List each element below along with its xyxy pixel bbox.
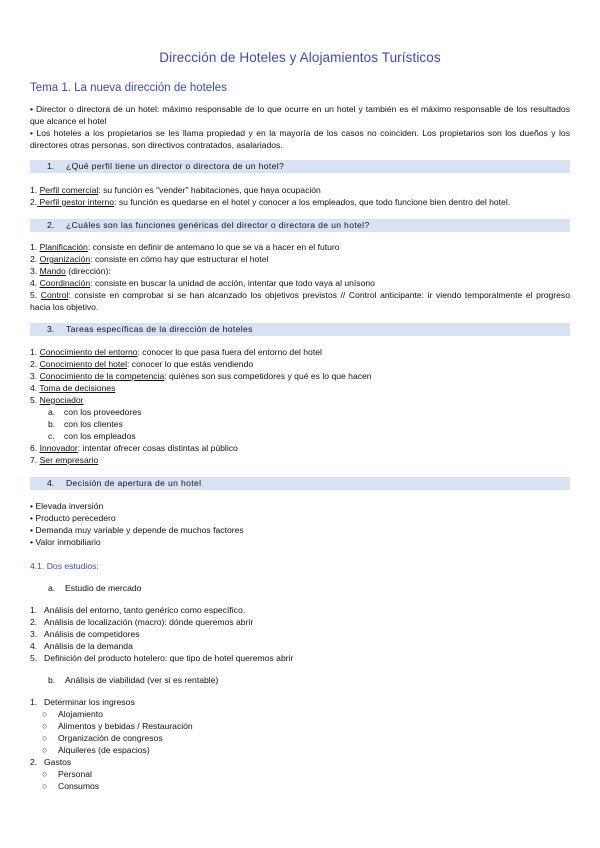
intro-paragraph-1: • Director o directora de un hotel: máximo responsable de lo que ocurre en un hotel y también es el máximo responsable de los resultados que alcance el hotel	[30, 104, 570, 126]
list-item: • Producto perecedero	[30, 513, 116, 523]
circle-bullet-icon: ○	[42, 733, 48, 743]
list-item: • Demanda muy variable y depende de muchos factores	[30, 525, 244, 535]
section-number: 4.	[47, 478, 55, 488]
study-a-heading: a. Estudio de mercado	[48, 583, 142, 593]
list-item: • Valor inmobiliario	[30, 537, 101, 547]
study-b-heading: b. Análisis de viabilidad (ver si es rentable)	[48, 675, 219, 685]
list-item: 2. Análisis de localización (macro): dónde queremos abrir	[30, 617, 254, 627]
list-item: 1. Determinar los ingresos	[30, 697, 135, 707]
list-item: 5. Negociador	[30, 395, 84, 405]
section-number: 1.	[47, 161, 55, 171]
list-item: 3. Análisis de competidores	[30, 629, 140, 639]
list-item: 6. Innovador: intentar ofrecer cosas distintas al público	[30, 443, 238, 453]
section-heading-4	[30, 477, 570, 490]
section-title: Decisión de apertura de un hotel	[66, 478, 202, 488]
viability-list	[30, 696, 570, 792]
list-item: 2. Perfil gestor interno: su función es quedarse en el hotel y conocer a los empleados, que todo funcione bien dentro del hotel.	[30, 197, 511, 207]
list-item: ○ Alojamiento	[42, 709, 103, 719]
list-item: 4. Toma de decisiones	[30, 383, 116, 393]
circle-bullet-icon: ○	[42, 721, 48, 731]
list-item: 3. Mando (dirección):	[30, 266, 111, 276]
list-item: 4. Análisis de la demanda	[30, 641, 133, 651]
list-item: 1. Planificación: consiste en definir de antemano lo que se va a hacer en el futuro	[30, 242, 340, 252]
list-item: 1. Análisis del entorno, tanto genérico como específico.	[30, 605, 246, 615]
list-item: 4. Coordinación: consiste en buscar la unidad de acción, intentar que todo vaya al unísono	[30, 278, 375, 288]
circle-bullet-icon: ○	[42, 709, 48, 719]
intro-paragraph-2: • Los hoteles a los propietarios se les llama propiedad y en la mayoría de los casos no coinciden. Los propietarios son los dueños y los directores otras personas, son directivos contratados, asalariados.	[30, 128, 570, 150]
section-title: ¿Cuáles son las funciones genéricas del director o directora de un hotel?	[66, 220, 370, 230]
list-item: ○ Alquileres (de espacios)	[42, 745, 150, 755]
list-item: 2. Organización: consiste en cómo hay que estructurar el hotel	[30, 254, 269, 264]
list-item: ○ Personal	[42, 769, 92, 779]
circle-bullet-icon: ○	[42, 769, 48, 779]
list-item: 1. Conocimiento del entorno: conocer lo que pasa fuera del entorno del hotel	[30, 347, 322, 357]
section-heading-1	[30, 160, 570, 173]
list-item: ○ Consumos	[42, 781, 100, 791]
market-study-list	[30, 604, 570, 664]
list-item: c. con los empleados	[48, 431, 136, 441]
list-item: 2. Gastos	[30, 757, 72, 767]
subsection-heading: 4.1. Dos estudios:	[30, 561, 99, 571]
list-item: a. con los proveedores	[48, 407, 142, 417]
list-item: 7. Ser empresario	[30, 455, 99, 465]
list-item: b. con los clientes	[48, 419, 123, 429]
list-item: ○ Alimentos y bebidas / Restauración	[42, 721, 193, 731]
list-item: 2. Conocimiento del hotel: conocer lo que estás vendiendo	[30, 359, 254, 369]
chapter-heading: Tema 1. La nueva dirección de hoteles	[30, 82, 227, 94]
document-title: Dirección de Hoteles y Alojamientos Turísticos	[159, 50, 441, 65]
circle-bullet-icon: ○	[42, 781, 48, 791]
opening-bullets	[30, 500, 570, 548]
list-item: • Elevada inversión	[30, 501, 104, 511]
section-title: Tareas específicas de la dirección de hoteles	[66, 324, 253, 334]
circle-bullet-icon: ○	[42, 745, 48, 755]
list-item: 1. Perfil comercial: su función es "vender" habitaciones, que haya ocupación	[30, 185, 321, 195]
profile-list	[30, 184, 570, 208]
functions-list	[30, 241, 570, 313]
tasks-list	[30, 346, 570, 466]
section-heading-2	[30, 219, 570, 232]
list-item: 5. Control: consiste en comprobar si se han alcanzado los objetivos previstos // Control anticipante: ir viendo temporalmente el progreso hacia los objetivo.	[30, 290, 571, 312]
section-number: 2.	[47, 220, 55, 230]
list-item: 5. Definición del producto hotelero: que tipo de hotel queremos abrir	[30, 653, 294, 663]
list-item: 3. Conocimiento de la competencia: quiénes son sus competidores y qué es lo que hacen	[30, 371, 372, 381]
section-number: 3.	[47, 324, 55, 334]
section-title: ¿Qué perfil tiene un director o directora de un hotel?	[66, 161, 285, 171]
list-item: ○ Organización de congresos	[42, 733, 163, 743]
section-heading-3	[30, 323, 570, 336]
